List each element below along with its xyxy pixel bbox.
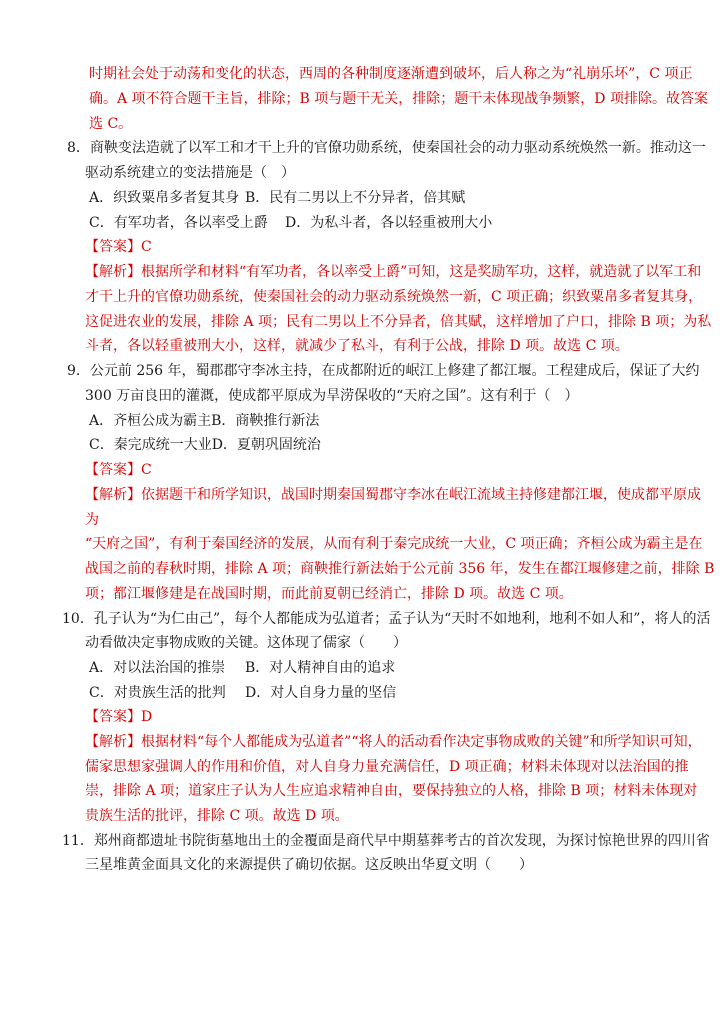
prev-analysis-line: 时期社会处于动荡和变化的状态，西周的各种制度逐渐遭到破坏，后人称之为“礼崩乐坏”，C 项正: [89, 66, 693, 82]
q8-option-d: D．为私斗者，各以轻重被刑大小: [285, 215, 493, 231]
q10-option-c: C．对贵族生活的批判: [89, 685, 226, 701]
q10-stem-line: 动看做决定事物成败的关键。这体现了儒家（ ）: [85, 635, 407, 651]
q8-analysis-line: 才干上升的官僚功勋系统，使秦国社会的动力驱动系统焕然一新，C 项正确；织致粟帛多者复其身，: [85, 289, 703, 305]
q11-stem-line: 三星堆黄金面具文化的来源提供了确切依据。这反映出华夏文明（ ）: [85, 857, 533, 873]
prev-analysis-line: 确。A 项不符合题干主旨，排除；B 项与题干无关，排除；题干未体现战争频繁，D 项排除。故答案: [89, 91, 708, 107]
q9-options-row: C．秦完成统一大业D．夏朝巩固统治: [89, 437, 321, 453]
q9-answer: 【答案】C: [85, 462, 152, 478]
q10-analysis-line: 贵族生活的批评，排除 C 项。故选 D 项。: [85, 808, 349, 824]
q9-stem-line: 9．公元前 256 年，蜀郡郡守李冰主持，在成都附近的岷江上修建了都江堰。工程建成后，保证了大约: [67, 363, 700, 379]
q8-option-a: A．织致粟帛多者复其身: [89, 190, 240, 206]
q10-analysis-line: 【解析】根据材料“每个人都能成为弘道者”“将人的活动看作决定事物成败的关键”和所学知识可知，: [85, 734, 702, 750]
q8-option-b: B．民有二男以上不分异者，倍其赋: [245, 190, 466, 206]
q10-option-a: A．对以法治国的推崇: [89, 660, 226, 676]
q10-answer: 【答案】D: [85, 709, 153, 725]
q10-analysis-line: 儒家思想家强调人的作用和价值，对人自身力量充满信任，D 项正确；材料未体现对以法治国的推: [85, 759, 689, 775]
q9-options-row: A．齐桓公成为霸主B．商鞅推行新法: [89, 413, 320, 429]
q9-analysis-line: 战国之前的春秋时期，排除 A 项；商鞅推行新法始于公元前 356 年，发生在都江堰修建之前，排除 B: [85, 561, 715, 577]
q9-stem-line: 300 万亩良田的灌溉，使成都平原成为旱涝保收的“天府之国”。这有利于（ ）: [85, 388, 579, 404]
q8-option-c: C．有军功者，各以率受上爵: [89, 215, 268, 231]
q9-analysis-line: 【解析】依据题干和所学知识，战国时期秦国蜀郡守李冰在岷江流域主持修建都江堰，使成都平原成: [85, 487, 701, 503]
q8-stem-line: 8．商鞅变法造就了以军工和才干上升的官僚功勋系统，使秦国社会的动力驱动系统焕然一新。推动这一: [67, 140, 706, 156]
q8-analysis-line: 【解析】根据所学和材料“有军功者，各以率受上爵”可知，这是奖励军功，这样，就造就了以军工和: [85, 264, 702, 280]
q11-stem-line: 11．郑州商都遗址书院街墓地出土的金覆面是商代早中期墓葬考古的首次发现，为探讨惊艳世界的四川省: [62, 833, 710, 849]
q10-analysis-line: 崇，排除 A 项；道家庄子认为人生应追求精神自由，要保持独立的人格，排除 B 项；材料未体现对: [85, 783, 698, 799]
q9-analysis-line: “天府之国”，有利于秦国经济的发展，从而有利于秦完成统一大业，C 项正确；齐桓公成为霸主是在: [85, 536, 703, 552]
q8-stem-line: 驱动系统建立的变法措施是（ ）: [85, 165, 295, 181]
prev-analysis-line: 选 C。: [89, 116, 133, 132]
q8-analysis-line: 这促进农业的发展，排除 A 项；民有二男以上不分异者，倍其赋，这样增加了户口，排除 B 项；为私: [85, 314, 712, 330]
q9-analysis-line: 项；都江堰修建是在战国时期，而此前夏朝已经消亡，排除 D 项。故选 C 项。: [85, 586, 573, 602]
q10-option-b: B．对人精神自由的追求: [245, 660, 396, 676]
q10-option-d: D．对人自身力量的坚信: [245, 685, 397, 701]
q8-analysis-line: 斗者，各以轻重被刑大小，这样，就减少了私斗，有利于公战，排除 D 项。故选 C 项。: [85, 338, 629, 354]
q10-stem-line: 10．孔子认为“为仁由己”，每个人都能成为弘道者；孟子认为“天时不如地利，地利不如人和”，将人的活: [62, 611, 711, 627]
q8-answer: 【答案】C: [85, 239, 152, 255]
q9-analysis-line: 为: [85, 512, 99, 528]
